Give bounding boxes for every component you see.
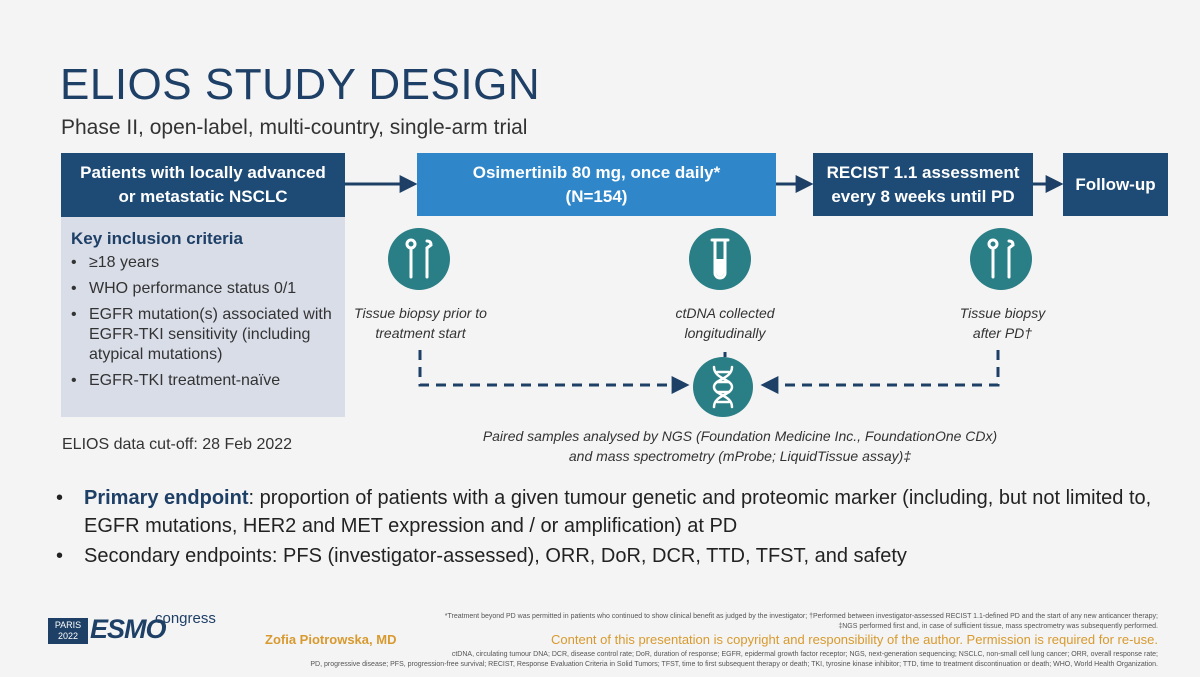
treatment-box xyxy=(417,153,776,216)
test-tube-icon xyxy=(689,228,751,290)
caption-tissue-after: Tissue biopsy after PD† xyxy=(959,305,1046,341)
footnote-1: *Treatment beyond PD was permitted in patients who continued to show clinical benefit as judged by the investigator; †Performed between investigator-assessed RECIST 1.1-defined PD and the start of any new anticancer therapy; xyxy=(444,613,1158,620)
logo-brand: ESMO xyxy=(90,614,166,644)
footnote-2: ‡NGS performed first and, in case of sufficient tissue, mass spectrometry was subsequently performed. xyxy=(838,623,1158,630)
author-name: Zofia Piotrowska, MD xyxy=(265,632,397,647)
followup-box xyxy=(1063,153,1168,216)
criteria-item: • ≥18 years xyxy=(71,253,339,273)
primary-endpoint-text: : proportion of patients with a given tumour genetic and proteomic marker (including, but not limited to, EGFR mutations, HER2 and MET expression and / or amplification) at PD xyxy=(84,487,1152,537)
caption-ctdna: ctDNA collected longitudinally xyxy=(675,305,775,341)
treatment-label: Osimertinib 80 mg, once daily* xyxy=(472,162,721,182)
primary-endpoint xyxy=(54,484,1164,540)
criteria-list xyxy=(71,253,339,397)
assessment-label: RECIST 1.1 assessment every 8 weeks until PD xyxy=(826,162,1020,206)
arrow-tissue-after-to-analysis xyxy=(764,350,998,385)
criteria-item: • EGFR mutation(s) associated with EGFR-TKI sensitivity (including atypical mutations) xyxy=(71,305,339,365)
page-subtitle: Phase II, open-label, multi-country, single-arm trial xyxy=(61,116,528,139)
criteria-item: • WHO performance status 0/1 xyxy=(71,279,339,299)
esmo-logo-badge xyxy=(48,618,88,644)
logo-congress: congress xyxy=(155,610,216,627)
abbreviations-1: ctDNA, circulating tumour DNA; DCR, disease control rate; DoR, duration of response; EGFR, epidermal growth factor receptor; NGS, next-generation sequencing; NSCLC, non-small cell lung cancer; ORR, overall response rate; xyxy=(451,651,1158,658)
abbreviations-2: PD, progressive disease; PFS, progression-free survival; RECIST, Response Evaluation Criteria in Solid Tumors; TFST, time to first subsequent therapy or death; TKI, tyrosine kinase inhibitor; TTD, time to treatment discontinuation or death; WHO, World Health Organization. xyxy=(310,661,1158,668)
patients-box xyxy=(61,153,345,217)
patients-label: Patients with locally advanced or metastatic NSCLC xyxy=(80,163,326,206)
caption-analysis xyxy=(440,426,1040,466)
analysis-line-2: and mass spectrometry (mProbe; LiquidTissue assay)‡ xyxy=(568,448,912,464)
followup-label: Follow-up xyxy=(1075,174,1156,194)
copyright-notice: Content of this presentation is copyright and responsibility of the author. Permission is required for re-use. xyxy=(551,632,1158,647)
dental-tools-icon xyxy=(970,228,1032,290)
secondary-endpoints: • Secondary endpoints: PFS (investigator-assessed), ORR, DoR, DCR, TTD, TFST, and safety xyxy=(54,542,1164,570)
endpoints-list xyxy=(54,484,1164,570)
assessment-box xyxy=(813,153,1033,216)
arrow-tissue-before-to-analysis xyxy=(420,350,686,385)
data-cutoff: ELIOS data cut-off: 28 Feb 2022 xyxy=(62,436,293,453)
treatment-n: (N=154) xyxy=(565,186,628,206)
logo-city: PARIS xyxy=(54,620,82,630)
analysis-line-1: Paired samples analysed by NGS (Foundation Medicine Inc., FoundationOne CDx) xyxy=(482,428,998,444)
caption-tissue-before: Tissue biopsy prior to treatment start xyxy=(354,305,487,341)
criteria-item: • EGFR-TKI treatment-naïve xyxy=(71,371,339,391)
dna-icon xyxy=(693,357,753,417)
page-title: ELIOS STUDY DESIGN xyxy=(60,60,541,109)
inclusion-criteria-panel xyxy=(61,217,345,417)
criteria-heading: Key inclusion criteria xyxy=(71,229,243,248)
logo-year: 2022 xyxy=(57,631,79,641)
dental-tools-icon xyxy=(388,228,450,290)
primary-endpoint-label: Primary endpoint xyxy=(84,487,249,509)
